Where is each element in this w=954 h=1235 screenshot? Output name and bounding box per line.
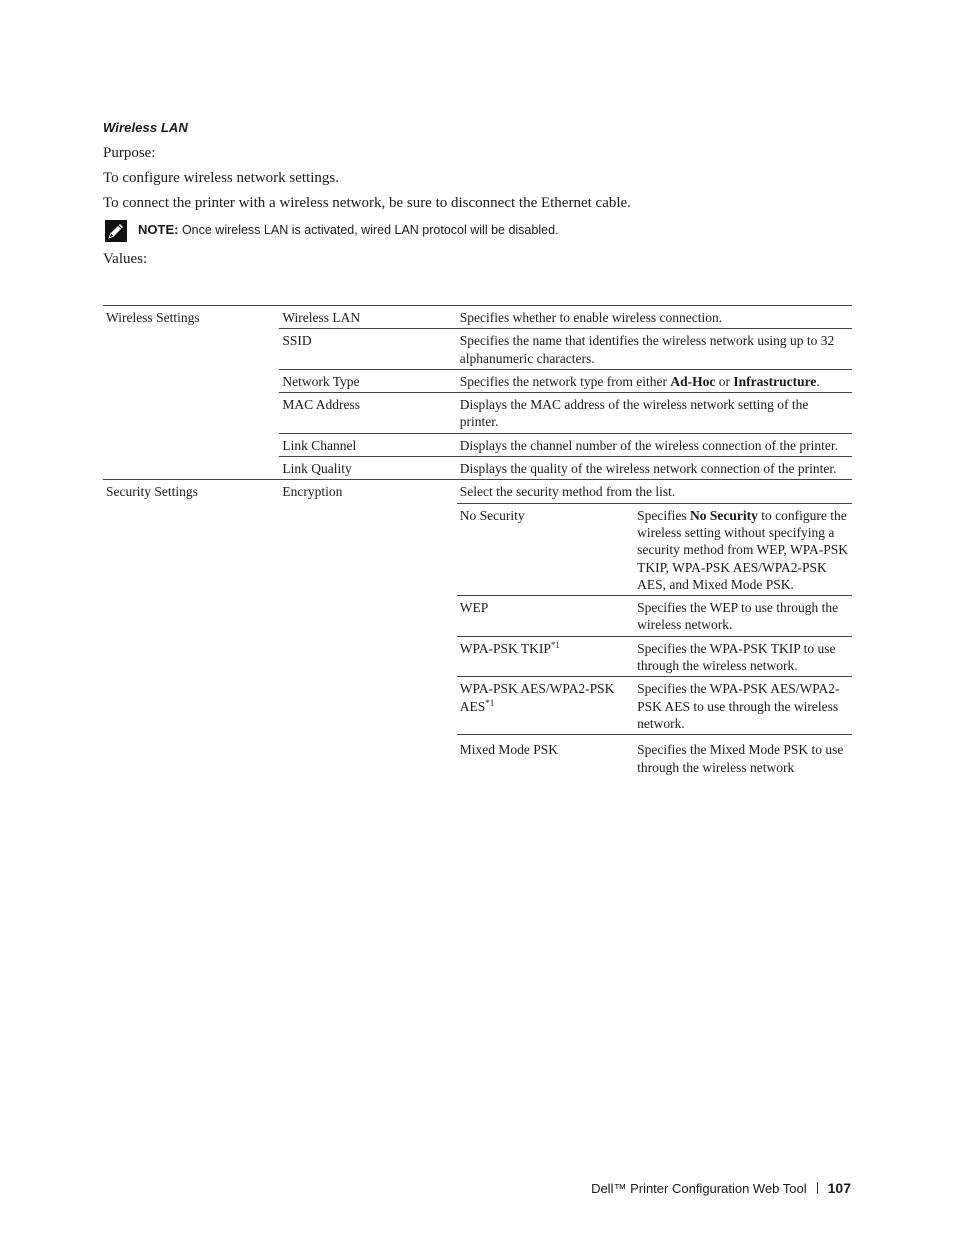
note: [138, 222, 559, 237]
page-footer: [591, 1180, 851, 1196]
ssid-desc: Specifies the name that identifies the wireless network using up to 32 alphanumeric characters.: [457, 329, 852, 370]
wpa-tkip-name: WPA-PSK TKIP$^{*1}$: [457, 636, 634, 677]
section-title: Wireless LAN: [103, 120, 188, 135]
security-settings-cell: Security Settings: [106, 484, 198, 500]
link-quality-desc: Displays the quality of the wireless network connection of the printer.: [457, 457, 852, 480]
network-type-name: Network Type: [279, 369, 456, 392]
wireless-settings-cell: Wireless Settings: [103, 306, 279, 480]
wireless-lan-desc: Specifies whether to enable wireless connection.: [457, 306, 852, 329]
table-row: [103, 480, 852, 503]
purpose-text-2: To connect the printer with a wireless network, be sure to disconnect the Ethernet cable.: [103, 195, 631, 211]
mixed-mode-desc: Specifies the Mixed Mode PSK to use through the wireless network: [637, 742, 844, 775]
link-quality-name: Link Quality: [279, 457, 456, 480]
note-text: Once wireless LAN is activated, wired LAN protocol will be disabled.: [181, 223, 559, 237]
encryption-name: Encryption: [282, 484, 343, 500]
wpa-tkip-desc: Specifies the WPA-PSK TKIP to use through the wireless network.: [634, 636, 852, 677]
ssid-name: SSID: [279, 329, 456, 370]
no-security-name: No Security: [457, 503, 634, 595]
values-label: Values:: [103, 251, 148, 267]
wpa-aes-name: WPA-PSK AES/WPA2-PSK AES$^{*1}$: [457, 677, 634, 735]
link-channel-desc: Displays the channel number of the wireless connection of the printer.: [457, 433, 852, 456]
mac-address-desc: Displays the MAC address of the wireless network setting of the printer.: [457, 393, 852, 434]
network-type-desc: Specifies the network type from either Ad-Hoc or Infrastructure.: [457, 369, 852, 392]
note-pencil-icon: [104, 219, 128, 243]
purpose-text: To configure wireless network settings.: [103, 170, 339, 186]
no-security-desc: Specifies No Security to configure the wireless setting without specifying a security method from WEP, WPA-PSK TKIP, WPA-PSK AES/WPA2-PSK AES, and Mixed Mode PSK.: [634, 503, 852, 595]
mixed-mode-name: Mixed Mode PSK: [459, 742, 558, 758]
footer-title: Dell™ Printer Configuration Web Tool: [591, 1181, 807, 1196]
footer-divider: [817, 1182, 818, 1194]
wpa-aes-desc: Specifies the WPA-PSK AES/WPA2-PSK AES to use through the wireless network.: [634, 677, 852, 735]
mac-address-name: MAC Address: [279, 393, 456, 434]
values-table: [103, 305, 852, 778]
wireless-lan-name: Wireless LAN: [279, 306, 456, 329]
purpose-label: Purpose:: [103, 145, 156, 161]
encryption-desc: Select the security method from the list.: [457, 480, 852, 503]
wep-desc: Specifies the WEP to use through the wireless network.: [634, 596, 852, 637]
page-number: 107: [827, 1180, 851, 1196]
wep-name: WEP: [457, 596, 634, 637]
note-label: NOTE:: [138, 222, 179, 237]
link-channel-name: Link Channel: [279, 433, 456, 456]
table-row: [103, 306, 852, 329]
